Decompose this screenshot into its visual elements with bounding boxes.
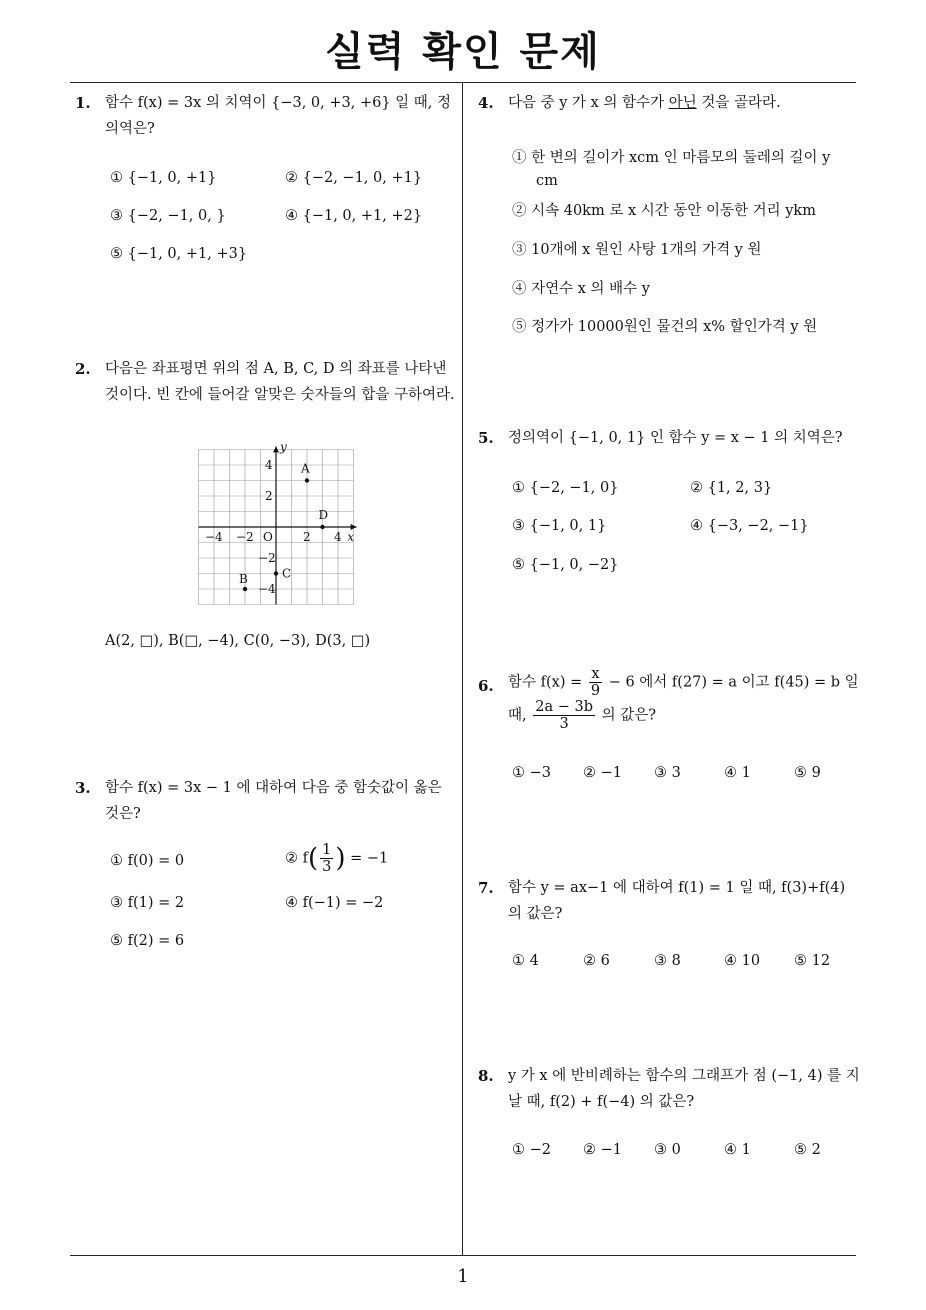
option-5[interactable]: ⑤ 12 bbox=[794, 953, 831, 969]
point-a bbox=[305, 478, 309, 482]
option-3[interactable]: ③ 8 bbox=[654, 953, 681, 969]
option-2-fn: ② f bbox=[285, 850, 308, 867]
numerator: x bbox=[589, 666, 602, 683]
point-label-a: A bbox=[301, 461, 310, 476]
top-rule bbox=[70, 82, 856, 83]
y-tick-label: −2 bbox=[258, 551, 276, 565]
origin-label: O bbox=[263, 530, 273, 544]
option-1[interactable]: ① f(0) = 0 bbox=[110, 853, 185, 869]
x-tick-label: −4 bbox=[205, 530, 223, 544]
column-divider bbox=[462, 82, 463, 1255]
paren-right: ) bbox=[335, 843, 346, 874]
axes bbox=[199, 446, 357, 604]
option-3[interactable]: ③ 10개에 x 원인 사탕 1개의 가격 y 원 bbox=[512, 242, 762, 258]
question-number: 8. bbox=[478, 1067, 494, 1085]
question-text: 다음은 좌표평면 위의 점 A, B, C, D 의 좌표를 나타낸 것이다. 빈 칸에 들어갈 알맞은 숫자들의 합을 구하여라. bbox=[105, 361, 455, 403]
bottom-rule bbox=[70, 1255, 856, 1256]
y-tick-label: −4 bbox=[258, 582, 276, 596]
page-number: 1 bbox=[457, 1266, 469, 1287]
paren-left: ( bbox=[307, 843, 319, 874]
option-4[interactable]: ④ 1 bbox=[724, 765, 751, 781]
question-text: 함수 f(x) = 3x 의 치역이 {−3, 0, +3, +6} 일 때, 정의역은? bbox=[105, 95, 452, 137]
point-b bbox=[243, 587, 247, 591]
y-axis-label: y bbox=[280, 442, 287, 455]
question-number: 4. bbox=[478, 94, 494, 112]
option-4[interactable]: ④ {−1, 0, +1, +2} bbox=[285, 208, 423, 224]
page-title: 실력 확인 문제 bbox=[325, 29, 601, 75]
question-3 bbox=[75, 775, 460, 827]
option-2[interactable]: ② 시속 40km 로 x 시간 동안 이동한 거리 ykm bbox=[512, 203, 816, 219]
option-3[interactable]: ③ 3 bbox=[654, 765, 681, 781]
option-4[interactable]: ④ 1 bbox=[724, 1142, 751, 1158]
question-number: 6. bbox=[478, 677, 494, 695]
option-2-rest: = −1 bbox=[350, 850, 389, 867]
option-1[interactable]: ① −2 bbox=[512, 1142, 551, 1158]
option-3[interactable]: ③ {−1, 0, 1} bbox=[512, 518, 607, 534]
question-text: 함수 f(x) = 3x − 1 에 대하여 다음 중 함숫값이 옳은 것은? bbox=[105, 780, 442, 822]
question-text: 정의역이 {−1, 0, 1} 인 함수 y = x − 1 의 치역은? bbox=[508, 430, 843, 446]
option-1[interactable]: ① 4 bbox=[512, 953, 539, 969]
question-2-answer-line: A(2, □), B(□, −4), C(0, −3), D(3, □) bbox=[105, 633, 371, 649]
option-1[interactable]: ① −3 bbox=[512, 765, 551, 781]
option-2[interactable]: ② {1, 2, 3} bbox=[690, 480, 773, 496]
option-2[interactable]: ② {−2, −1, 0, +1} bbox=[285, 170, 423, 186]
text-part: 의 값은? bbox=[601, 707, 656, 724]
x-tick-label: 2 bbox=[303, 530, 311, 544]
question-number: 3. bbox=[75, 779, 91, 797]
option-1[interactable]: ① 한 변의 길이가 xcm 인 마름모의 둘레의 길이 y bbox=[512, 150, 831, 166]
option-3[interactable]: ③ 0 bbox=[654, 1142, 681, 1158]
point-c bbox=[274, 571, 278, 575]
option-5[interactable]: ⑤ 정가가 10000원인 물건의 x% 할인가격 y 원 bbox=[512, 319, 818, 335]
question-number: 7. bbox=[478, 879, 494, 897]
question-text bbox=[508, 666, 868, 732]
question-1 bbox=[75, 90, 460, 142]
x-tick-label: 4 bbox=[334, 530, 342, 544]
text-part: 것을 골라라. bbox=[696, 95, 781, 111]
question-number: 1. bbox=[75, 94, 91, 112]
question-8 bbox=[478, 1063, 863, 1115]
text-part: 때, bbox=[508, 707, 527, 724]
point-label-c: C bbox=[282, 566, 292, 581]
text-part: 다음 중 y 가 x 의 함수가 bbox=[508, 95, 669, 111]
text-part: − 6 에서 f(27) = a 이고 f(45) = b 일 bbox=[608, 674, 859, 691]
option-4[interactable]: ④ {−3, −2, −1} bbox=[690, 518, 809, 534]
fraction-2a-3b-over-3 bbox=[533, 699, 595, 732]
option-5[interactable]: ⑤ f(2) = 6 bbox=[110, 933, 185, 949]
option-1[interactable]: ① {−1, 0, +1} bbox=[110, 170, 217, 186]
question-4 bbox=[478, 90, 863, 116]
option-2[interactable]: ② −1 bbox=[583, 1142, 622, 1158]
question-number: 2. bbox=[75, 360, 91, 378]
numerator: 1 bbox=[322, 842, 332, 858]
option-4[interactable]: ④ 10 bbox=[724, 953, 761, 969]
question-6 bbox=[478, 666, 868, 732]
coordinate-plane-graph bbox=[196, 442, 366, 612]
option-2[interactable]: ② 6 bbox=[583, 953, 610, 969]
question-7 bbox=[478, 875, 863, 927]
text-part: 함수 f(x) = bbox=[508, 674, 583, 691]
option-5[interactable]: ⑤ 9 bbox=[794, 765, 821, 781]
question-text: 함수 y = ax−1 에 대하여 f(1) = 1 일 때, f(3)+f(4) 의 값은? bbox=[508, 880, 846, 922]
option-5[interactable]: ⑤ {−1, 0, +1, +3} bbox=[110, 246, 248, 262]
question-2 bbox=[75, 356, 460, 408]
point-label-b: B bbox=[239, 572, 248, 586]
numerator: 2a − 3b bbox=[535, 699, 593, 715]
option-1[interactable]: ① {−2, −1, 0} bbox=[512, 480, 619, 496]
question-number: 5. bbox=[478, 429, 494, 447]
fraction bbox=[320, 842, 333, 875]
fraction-x-over-9 bbox=[589, 666, 602, 699]
option-5[interactable]: ⑤ {−1, 0, −2} bbox=[512, 557, 619, 573]
option-4[interactable]: ④ 자연수 x 의 배수 y bbox=[512, 281, 650, 297]
denominator: 3 bbox=[559, 716, 569, 732]
denominator: 3 bbox=[322, 859, 332, 875]
option-3[interactable]: ③ {−2, −1, 0, } bbox=[110, 208, 226, 224]
question-text: y 가 x 에 반비례하는 함수의 그래프가 점 (−1, 4) 를 지날 때, f(2) + f(−4) 의 값은? bbox=[508, 1068, 860, 1110]
denominator: 9 bbox=[590, 683, 601, 699]
option-4[interactable]: ④ f(−1) = −2 bbox=[285, 895, 384, 911]
option-2[interactable]: ② −1 bbox=[583, 765, 622, 781]
x-tick-label: −2 bbox=[236, 530, 254, 544]
option-5[interactable]: ⑤ 2 bbox=[794, 1142, 821, 1158]
question-text bbox=[508, 90, 863, 116]
y-tick-label: 4 bbox=[265, 458, 273, 472]
question-5 bbox=[478, 425, 863, 451]
x-axis-label: x bbox=[347, 530, 355, 544]
point-d bbox=[320, 525, 324, 529]
y-tick-label: 2 bbox=[265, 489, 273, 503]
option-1-continued: cm bbox=[536, 173, 558, 189]
option-3[interactable]: ③ f(1) = 2 bbox=[110, 895, 185, 911]
option-2[interactable] bbox=[285, 842, 388, 875]
underlined-word: 아닌 bbox=[668, 95, 697, 111]
point-label-d: D bbox=[318, 508, 329, 522]
